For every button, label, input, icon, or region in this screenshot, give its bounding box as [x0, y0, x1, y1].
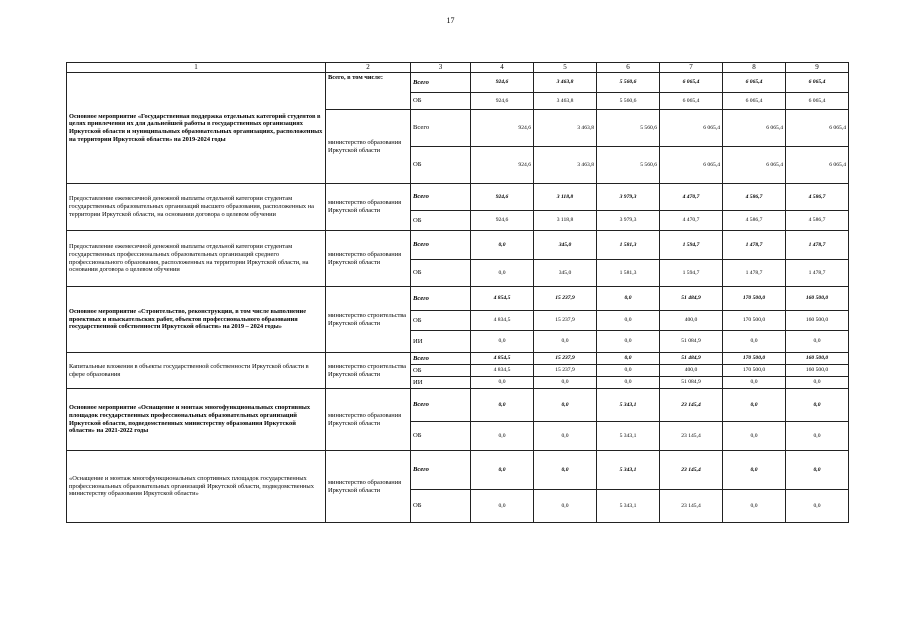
- value-cell: 0,0: [597, 331, 660, 353]
- value-cell: 400,0: [660, 365, 723, 377]
- value-cell: 924,6: [471, 110, 534, 147]
- header-row: [67, 63, 849, 73]
- value-cell: 1 478,7: [786, 231, 849, 260]
- value-cell: 170 500,0: [723, 353, 786, 365]
- funding-source: Всего: [411, 451, 471, 490]
- funding-source: Всего: [411, 73, 471, 93]
- executor: Всего, в том числе:: [326, 73, 411, 110]
- value-cell: 0,0: [786, 451, 849, 490]
- value-cell: 6 065,4: [723, 73, 786, 93]
- value-cell: 0,0: [471, 260, 534, 287]
- executor: министерство образования Иркутской области: [326, 231, 411, 287]
- value-cell: 924,6: [471, 73, 534, 93]
- column-header: 2: [326, 63, 411, 73]
- value-cell: 23 145,4: [660, 389, 723, 422]
- value-cell: 0,0: [534, 422, 597, 451]
- page-number: 17: [446, 16, 455, 25]
- value-cell: 0,0: [534, 331, 597, 353]
- value-cell: 0,0: [723, 490, 786, 523]
- value-cell: 6 065,4: [786, 93, 849, 110]
- value-cell: 924,6: [471, 147, 534, 184]
- value-cell: 23 145,4: [660, 451, 723, 490]
- value-cell: 15 237,9: [534, 311, 597, 331]
- value-cell: 1 478,7: [786, 260, 849, 287]
- value-cell: 5 560,6: [597, 147, 660, 184]
- activity-name: «Оснащение и монтаж многофункциональных спортивных площадок государственных профессиональных образовательных организаций Иркутской области, подведомственных министерству образования Иркутской области»: [67, 451, 326, 523]
- value-cell: 3 979,3: [597, 184, 660, 211]
- value-cell: 0,0: [471, 422, 534, 451]
- value-cell: 1 594,7: [660, 231, 723, 260]
- value-cell: 4 854,5: [471, 287, 534, 311]
- value-cell: 6 065,4: [786, 147, 849, 184]
- value-cell: 15 237,9: [534, 353, 597, 365]
- executor: министерство образования Иркутской области: [326, 110, 411, 184]
- funding-source: ОБ: [411, 93, 471, 110]
- value-cell: 3 463,8: [534, 110, 597, 147]
- column-header: 3: [411, 63, 471, 73]
- value-cell: 5 560,6: [597, 73, 660, 93]
- value-cell: 1 478,7: [723, 231, 786, 260]
- activity-name: Основное мероприятие «Оснащение и монтаж многофункциональных спортивных площадок государственных профессиональных образовательных организаций Иркутской области, подведомственных министерству образования Иркутской области» на 2021-2022 годы: [67, 389, 326, 451]
- executor: министерство строительства Иркутской области: [326, 287, 411, 353]
- value-cell: 0,0: [471, 490, 534, 523]
- value-cell: 4 470,7: [660, 211, 723, 231]
- value-cell: 0,0: [723, 331, 786, 353]
- table-row: [67, 389, 849, 422]
- value-cell: 0,0: [534, 389, 597, 422]
- value-cell: 160 500,0: [786, 287, 849, 311]
- value-cell: 4 586,7: [786, 184, 849, 211]
- value-cell: 0,0: [471, 377, 534, 389]
- value-cell: 170 500,0: [723, 287, 786, 311]
- value-cell: 6 065,4: [723, 110, 786, 147]
- value-cell: 3 463,8: [534, 93, 597, 110]
- value-cell: 4 586,7: [723, 211, 786, 231]
- value-cell: 6 065,4: [723, 93, 786, 110]
- value-cell: 23 145,4: [660, 490, 723, 523]
- activity-name: Основное мероприятие «Строительство, реконструкция, в том числе выполнение проектных и изыскательских работ, объектов профессионального образования государственной собственности Иркутской области» на 2019 – 2024 годы»: [67, 287, 326, 353]
- value-cell: 51 484,9: [660, 353, 723, 365]
- value-cell: 345,0: [534, 231, 597, 260]
- table-row: [67, 231, 849, 260]
- funding-source: Всего: [411, 110, 471, 147]
- value-cell: 0,0: [471, 231, 534, 260]
- value-cell: 5 343,1: [597, 389, 660, 422]
- table-row: [67, 184, 849, 211]
- value-cell: 400,0: [660, 311, 723, 331]
- value-cell: 924,6: [471, 93, 534, 110]
- value-cell: 3 118,8: [534, 211, 597, 231]
- value-cell: 0,0: [534, 490, 597, 523]
- funding-source: ОБ: [411, 365, 471, 377]
- value-cell: 5 560,6: [597, 110, 660, 147]
- funding-source: ОБ: [411, 490, 471, 523]
- value-cell: 1 581,3: [597, 231, 660, 260]
- column-header: 5: [534, 63, 597, 73]
- value-cell: 3 979,3: [597, 211, 660, 231]
- activity-name: Основное мероприятие «Государственная поддержка отдельных категорий студентов в целях привлечения их для дальнейшей работы в государственных организациях Иркутской области и муниципальных образовательных организациях, расположенных на территории Иркутской области» на 2019-2024 годы: [67, 73, 326, 184]
- value-cell: 3 463,8: [534, 147, 597, 184]
- executor: министерство строительства Иркутской области: [326, 353, 411, 389]
- column-header: 6: [597, 63, 660, 73]
- value-cell: 6 065,4: [786, 110, 849, 147]
- funding-source: Всего: [411, 389, 471, 422]
- column-header: 7: [660, 63, 723, 73]
- value-cell: 924,6: [471, 211, 534, 231]
- value-cell: 0,0: [471, 331, 534, 353]
- value-cell: 0,0: [786, 331, 849, 353]
- value-cell: 170 500,0: [723, 311, 786, 331]
- value-cell: 4 586,7: [786, 211, 849, 231]
- table-body: [67, 63, 849, 523]
- value-cell: 15 237,9: [534, 287, 597, 311]
- funding-source: Всего: [411, 231, 471, 260]
- value-cell: 0,0: [597, 377, 660, 389]
- value-cell: 4 834,5: [471, 365, 534, 377]
- funding-source: Всего: [411, 353, 471, 365]
- value-cell: 1 581,3: [597, 260, 660, 287]
- value-cell: 5 560,6: [597, 93, 660, 110]
- value-cell: 0,0: [786, 422, 849, 451]
- value-cell: 51 084,9: [660, 377, 723, 389]
- value-cell: 5 343,1: [597, 451, 660, 490]
- value-cell: 51 484,9: [660, 287, 723, 311]
- value-cell: 0,0: [723, 451, 786, 490]
- table-row: [67, 353, 849, 365]
- funding-source: ОБ: [411, 260, 471, 287]
- column-header: 9: [786, 63, 849, 73]
- value-cell: 23 145,4: [660, 422, 723, 451]
- value-cell: 0,0: [534, 451, 597, 490]
- executor: министерство образования Иркутской области: [326, 451, 411, 523]
- funding-source: Всего: [411, 287, 471, 311]
- value-cell: 3 463,8: [534, 73, 597, 93]
- value-cell: 6 065,4: [660, 93, 723, 110]
- column-header: 8: [723, 63, 786, 73]
- executor: министерство образования Иркутской области: [326, 389, 411, 451]
- value-cell: 3 118,8: [534, 184, 597, 211]
- value-cell: 0,0: [471, 451, 534, 490]
- value-cell: 160 500,0: [786, 365, 849, 377]
- value-cell: 170 500,0: [723, 365, 786, 377]
- funding-source: ОБ: [411, 211, 471, 231]
- value-cell: 0,0: [786, 389, 849, 422]
- budget-table: [66, 62, 849, 523]
- value-cell: 4 854,5: [471, 353, 534, 365]
- value-cell: 6 065,4: [660, 110, 723, 147]
- funding-source: ИИ: [411, 331, 471, 353]
- value-cell: 4 470,7: [660, 184, 723, 211]
- executor: министерство образования Иркутской области: [326, 184, 411, 231]
- value-cell: 0,0: [471, 389, 534, 422]
- value-cell: 0,0: [597, 287, 660, 311]
- value-cell: 0,0: [597, 365, 660, 377]
- value-cell: 0,0: [597, 353, 660, 365]
- value-cell: 0,0: [786, 377, 849, 389]
- value-cell: 0,0: [723, 389, 786, 422]
- value-cell: 160 500,0: [786, 353, 849, 365]
- value-cell: 4 834,5: [471, 311, 534, 331]
- value-cell: 6 065,4: [723, 147, 786, 184]
- funding-source: ОБ: [411, 422, 471, 451]
- value-cell: 5 343,1: [597, 422, 660, 451]
- value-cell: 0,0: [723, 422, 786, 451]
- value-cell: 0,0: [723, 377, 786, 389]
- value-cell: 0,0: [786, 490, 849, 523]
- funding-source: ОБ: [411, 311, 471, 331]
- value-cell: 0,0: [597, 311, 660, 331]
- value-cell: 6 065,4: [786, 73, 849, 93]
- value-cell: 4 586,7: [723, 184, 786, 211]
- value-cell: 5 343,1: [597, 490, 660, 523]
- value-cell: 51 084,9: [660, 331, 723, 353]
- value-cell: 160 500,0: [786, 311, 849, 331]
- funding-source: Всего: [411, 184, 471, 211]
- table-row: [67, 73, 849, 93]
- value-cell: 0,0: [534, 377, 597, 389]
- table-row: [67, 287, 849, 311]
- value-cell: 1 594,7: [660, 260, 723, 287]
- activity-name: Предоставление ежемесячной денежной выплаты отдельной категории студентам государственных профессиональных образовательных организаций среднего профессионального образования, расположенных на территории Иркутской области, на основании договора о целевом обучении: [67, 231, 326, 287]
- value-cell: 15 237,9: [534, 365, 597, 377]
- value-cell: 6 065,4: [660, 147, 723, 184]
- value-cell: 345,0: [534, 260, 597, 287]
- column-header: 4: [471, 63, 534, 73]
- activity-name: Предоставление ежемесячной денежной выплаты отдельной категории студентам государственных образовательных организаций высшего образования, расположенных на территории Иркутской области, на основании договора о целевом обучении: [67, 184, 326, 231]
- table-row: [67, 451, 849, 490]
- activity-name: Капитальные вложения в объекты государственной собственности Иркутской области в сфере образования: [67, 353, 326, 389]
- funding-source: ОБ: [411, 147, 471, 184]
- value-cell: 924,6: [471, 184, 534, 211]
- value-cell: 1 478,7: [723, 260, 786, 287]
- value-cell: 6 065,4: [660, 73, 723, 93]
- funding-source: ИИ: [411, 377, 471, 389]
- column-header: 1: [67, 63, 326, 73]
